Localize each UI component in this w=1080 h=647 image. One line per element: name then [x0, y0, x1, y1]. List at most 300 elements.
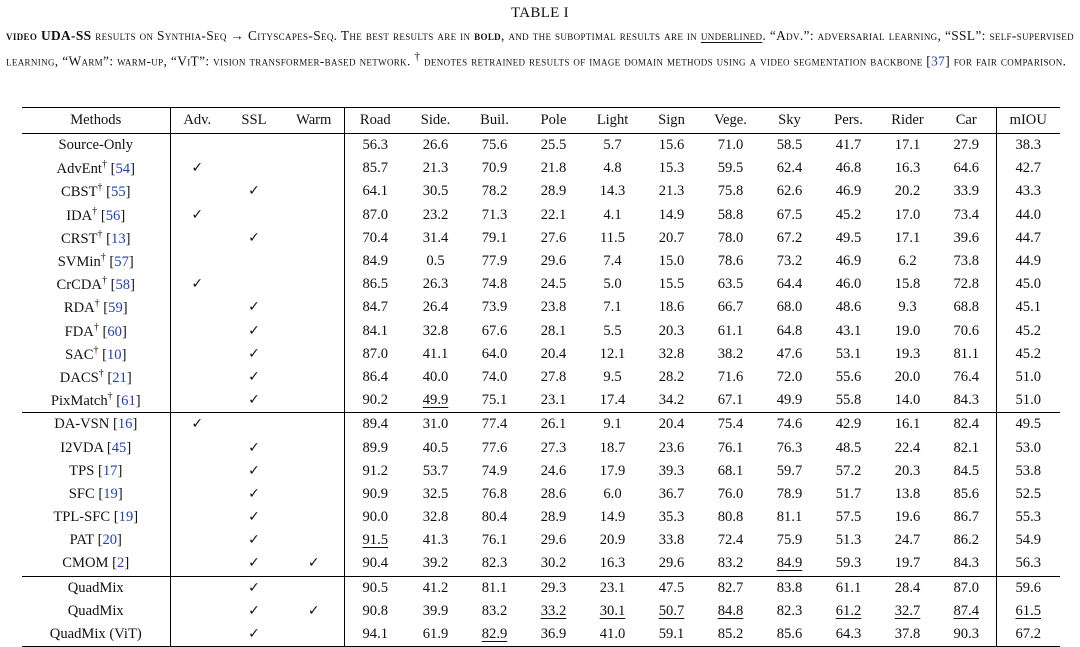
- caption-part4: . “Adv.”: adversarial learning, “SSL”: self-supervised learning, “Warm”: warm-up, “ViT”: vision transformer-based network.: [6, 28, 1074, 68]
- class-score-cell: [878, 343, 937, 366]
- score-value: 41.2: [422, 579, 449, 596]
- citation-link[interactable]: 13: [111, 230, 126, 247]
- class-score-cell: [642, 529, 701, 552]
- score-value: 59.5: [717, 160, 744, 177]
- score-value: 21.3: [422, 160, 449, 177]
- class-score-cell: [642, 623, 701, 647]
- class-score-cell: [406, 273, 465, 296]
- class-score-cell: [701, 180, 760, 203]
- warm-flag-cell: [284, 227, 344, 250]
- score-value: 89.4: [362, 416, 389, 433]
- class-score-cell: [344, 134, 406, 158]
- score-value: 6.2: [898, 253, 917, 270]
- table-row: [22, 273, 1060, 296]
- score-value: 29.6: [540, 532, 567, 549]
- score-value: 45.2: [1015, 322, 1042, 339]
- checkmark-icon: ✓: [248, 299, 260, 316]
- class-score-cell: [642, 366, 701, 389]
- class-score-cell: [642, 460, 701, 483]
- score-value: 87.0: [362, 345, 389, 362]
- score-value: 37.8: [894, 626, 921, 643]
- miou-cell: [996, 623, 1060, 647]
- score-value: 46.0: [835, 276, 862, 293]
- checkmark-icon: ✓: [248, 392, 260, 409]
- miou-cell: [996, 529, 1060, 552]
- score-value: 61.5: [1015, 602, 1042, 619]
- retrained-dagger: †: [98, 367, 104, 379]
- table-row: [22, 227, 1060, 250]
- class-score-cell: [701, 204, 760, 227]
- class-score-cell: [760, 180, 819, 203]
- score-value: 45.1: [1015, 299, 1042, 316]
- miou-cell: [996, 413, 1060, 437]
- score-value: 33.8: [658, 532, 685, 549]
- class-score-cell: [878, 250, 937, 273]
- method-cell: [22, 600, 170, 623]
- citation-link[interactable]: 2: [117, 555, 125, 572]
- adv-flag-cell: [170, 552, 224, 576]
- class-score-cell: [465, 600, 524, 623]
- adv-flag-cell: [170, 227, 224, 250]
- score-value: 49.9: [776, 392, 803, 409]
- ssl-flag-cell: [224, 413, 284, 437]
- header-row: [22, 108, 1060, 134]
- score-value: 35.3: [658, 509, 685, 526]
- warm-flag-cell: [284, 389, 344, 413]
- score-value: 56.3: [1015, 555, 1042, 572]
- class-score-cell: [701, 250, 760, 273]
- score-value: 75.6: [481, 137, 508, 154]
- citation-link[interactable]: 60: [107, 323, 122, 340]
- table-row: [22, 204, 1060, 227]
- method-name: CBST: [61, 184, 98, 201]
- score-value: 23.1: [540, 392, 567, 409]
- citation-link[interactable]: 57: [114, 254, 129, 271]
- column-header-ssl: SSL: [241, 112, 267, 128]
- table-row: [22, 250, 1060, 273]
- class-score-cell: [465, 552, 524, 576]
- score-value: 36.9: [540, 626, 567, 643]
- class-score-cell: [344, 366, 406, 389]
- method-cell: I2VDA [45]: [22, 436, 170, 459]
- ssl-flag-cell: [224, 366, 284, 389]
- class-score-cell: [583, 460, 642, 483]
- adv-flag-cell: [170, 389, 224, 413]
- score-value: 54.9: [1015, 532, 1042, 549]
- class-score-cell: [819, 413, 878, 437]
- score-value: 86.2: [953, 532, 980, 549]
- class-score-cell: [465, 157, 524, 180]
- method-cell: PAT [20]: [22, 529, 170, 552]
- score-value: 64.3: [835, 626, 862, 643]
- adv-flag-cell: [170, 623, 224, 647]
- citation-link[interactable]: 20: [102, 532, 118, 549]
- checkmark-icon: ✓: [248, 485, 260, 502]
- warm-flag-cell: [284, 134, 344, 158]
- class-score-cell: [878, 157, 937, 180]
- ssl-flag-cell: [224, 134, 284, 158]
- class-score-cell: [344, 623, 406, 647]
- score-value: 61.2: [835, 602, 862, 619]
- class-score-cell: [344, 576, 406, 600]
- class-score-cell: [760, 366, 819, 389]
- class-score-cell: [583, 273, 642, 296]
- score-value: 74.8: [481, 276, 508, 293]
- checkmark-icon: ✓: [248, 368, 260, 385]
- citation-link[interactable]: 45: [111, 439, 127, 456]
- class-score-cell: [701, 157, 760, 180]
- class-score-cell: [465, 576, 524, 600]
- ssl-flag-cell: [224, 460, 284, 483]
- score-value: 29.3: [540, 579, 567, 596]
- method-cell: [22, 623, 170, 647]
- score-value: 62.4: [776, 160, 803, 177]
- score-value: 61.1: [835, 579, 862, 596]
- class-score-cell: [701, 506, 760, 529]
- class-score-cell: [819, 180, 878, 203]
- score-value: 89.9: [362, 439, 389, 456]
- class-score-cell: [344, 506, 406, 529]
- score-value: 5.5: [603, 322, 622, 339]
- score-value: 62.6: [776, 183, 803, 200]
- score-value: 68.8: [953, 299, 980, 316]
- method-cell: PixMatch† [61]: [22, 389, 170, 413]
- class-score-cell: [524, 576, 583, 600]
- class-score-cell: [819, 460, 878, 483]
- citation-link[interactable]: 54: [115, 161, 131, 178]
- method-cell: CBST† [55]: [22, 180, 170, 203]
- score-value: 20.0: [894, 368, 921, 385]
- class-score-cell: [937, 552, 996, 576]
- method-name: PAT: [69, 532, 94, 549]
- warm-flag-cell: [284, 413, 344, 437]
- class-score-cell: [937, 413, 996, 437]
- citation-link[interactable]: 55: [111, 184, 126, 201]
- class-score-cell: [524, 436, 583, 459]
- column-header-side: Side.: [420, 112, 451, 128]
- miou-cell: [996, 389, 1060, 413]
- class-score-cell: [878, 529, 937, 552]
- table-row: [22, 506, 1060, 529]
- score-value: 78.9: [776, 485, 803, 502]
- class-score-cell: [760, 157, 819, 180]
- table-row: [22, 320, 1060, 343]
- class-score-cell: [465, 623, 524, 647]
- adv-flag-cell: [170, 320, 224, 343]
- citation-link[interactable]: 16: [117, 416, 133, 433]
- score-value: 77.6: [481, 439, 508, 456]
- class-score-cell: [583, 623, 642, 647]
- citation-link[interactable]: 21: [112, 369, 127, 386]
- score-value: 47.6: [776, 345, 803, 362]
- score-value: 70.9: [481, 160, 508, 177]
- caption-part1: video UDA-SS: [6, 28, 92, 43]
- class-score-cell: [760, 576, 819, 600]
- caption-citation-link[interactable]: 37: [931, 52, 946, 68]
- checkmark-icon: ✓: [248, 462, 260, 479]
- class-score-cell: [701, 600, 760, 623]
- score-value: 49.9: [422, 392, 449, 409]
- checkmark-icon: ✓: [191, 206, 204, 223]
- column-header-rider: Rider: [891, 112, 924, 128]
- class-score-cell: [701, 320, 760, 343]
- class-score-cell: [344, 296, 406, 319]
- score-value: 94.1: [362, 626, 389, 643]
- adv-flag-cell: [170, 180, 224, 203]
- ssl-flag-cell: [224, 157, 284, 180]
- ssl-flag-cell: [224, 343, 284, 366]
- column-header-miou: mIOU: [1009, 112, 1047, 128]
- score-value: 64.6: [953, 160, 980, 177]
- class-score-cell: [760, 389, 819, 413]
- class-score-cell: [344, 320, 406, 343]
- score-value: 44.9: [1015, 253, 1042, 270]
- score-value: 52.5: [1015, 485, 1042, 502]
- score-value: 84.8: [717, 602, 744, 619]
- score-value: 31.0: [422, 416, 449, 433]
- score-value: 57.2: [835, 462, 862, 479]
- score-value: 29.6: [540, 253, 567, 270]
- class-score-cell: [524, 157, 583, 180]
- ssl-flag-cell: [224, 227, 284, 250]
- table-row: [22, 436, 1060, 459]
- class-score-cell: [819, 366, 878, 389]
- method-cell: FDA† [60]: [22, 320, 170, 343]
- class-score-cell: [760, 296, 819, 319]
- retrained-dagger: †: [101, 159, 107, 171]
- class-score-cell: [878, 296, 937, 319]
- class-score-cell: [465, 296, 524, 319]
- warm-flag-cell: [284, 157, 344, 180]
- score-value: 85.2: [717, 626, 744, 643]
- class-score-cell: [642, 436, 701, 459]
- score-value: 41.3: [422, 532, 449, 549]
- class-score-cell: [344, 483, 406, 506]
- score-value: 17.4: [599, 392, 626, 409]
- checkmark-icon: ✓: [248, 579, 260, 596]
- checkmark-icon: ✓: [307, 602, 320, 619]
- class-score-cell: [937, 529, 996, 552]
- score-value: 82.4: [953, 416, 980, 433]
- score-value: 82.1: [953, 439, 980, 456]
- miou-cell: [996, 600, 1060, 623]
- class-score-cell: [819, 576, 878, 600]
- citation-link[interactable]: 17: [102, 462, 118, 479]
- score-value: 33.9: [953, 183, 980, 200]
- retrained-dagger: †: [92, 205, 98, 217]
- method-name: CRST: [61, 230, 98, 247]
- score-value: 20.3: [894, 462, 921, 479]
- citation-link[interactable]: 56: [105, 207, 121, 224]
- class-score-cell: [819, 552, 878, 576]
- checkmark-icon: ✓: [248, 626, 260, 643]
- class-score-cell: [524, 529, 583, 552]
- class-score-cell: [524, 227, 583, 250]
- class-score-cell: [406, 343, 465, 366]
- class-score-cell: [524, 506, 583, 529]
- score-value: 0.5: [426, 253, 445, 270]
- score-value: 51.3: [835, 532, 862, 549]
- score-value: 46.9: [835, 183, 862, 200]
- retrained-dagger: †: [101, 275, 107, 287]
- class-score-cell: [642, 227, 701, 250]
- class-score-cell: [524, 366, 583, 389]
- class-score-cell: [524, 552, 583, 576]
- adv-flag-cell: [170, 250, 224, 273]
- class-score-cell: [878, 552, 937, 576]
- citation-link[interactable]: 10: [106, 346, 122, 363]
- retrained-dagger: †: [93, 344, 99, 356]
- warm-flag-cell: [284, 460, 344, 483]
- class-score-cell: [406, 529, 465, 552]
- adv-flag-cell: [170, 460, 224, 483]
- score-value: 32.7: [894, 602, 921, 619]
- class-score-cell: [406, 600, 465, 623]
- class-score-cell: [524, 273, 583, 296]
- score-value: 24.5: [540, 276, 567, 293]
- score-value: 63.5: [717, 276, 744, 293]
- citation-link[interactable]: 19: [103, 485, 118, 502]
- warm-flag-cell: [284, 436, 344, 459]
- score-value: 24.6: [540, 462, 567, 479]
- ssl-flag-cell: [224, 273, 284, 296]
- method-cell: RDA† [59]: [22, 296, 170, 319]
- class-score-cell: [406, 204, 465, 227]
- score-value: 26.4: [422, 299, 449, 316]
- class-score-cell: [583, 506, 642, 529]
- class-score-cell: [819, 600, 878, 623]
- class-score-cell: [701, 576, 760, 600]
- class-score-cell: [701, 296, 760, 319]
- adv-flag-cell: [170, 366, 224, 389]
- class-score-cell: [406, 413, 465, 437]
- citation-link[interactable]: 58: [115, 277, 131, 294]
- ssl-flag-cell: [224, 600, 284, 623]
- class-score-cell: [642, 552, 701, 576]
- score-value: 30.1: [599, 602, 626, 619]
- method-name: SFC: [68, 485, 95, 502]
- score-value: 46.8: [835, 160, 862, 177]
- score-value: 67.2: [776, 229, 803, 246]
- score-value: 27.3: [540, 439, 567, 456]
- class-score-cell: [465, 343, 524, 366]
- score-value: 74.0: [481, 368, 508, 385]
- class-score-cell: [524, 320, 583, 343]
- score-value: 18.7: [599, 439, 626, 456]
- score-value: 51.0: [1015, 368, 1042, 385]
- score-value: 76.1: [717, 439, 744, 456]
- score-value: 19.3: [894, 345, 921, 362]
- score-value: 68.1: [717, 462, 744, 479]
- score-value: 28.6: [540, 485, 567, 502]
- class-score-cell: [819, 273, 878, 296]
- score-value: 41.1: [422, 345, 449, 362]
- score-value: 39.6: [953, 229, 980, 246]
- score-value: 86.4: [362, 368, 389, 385]
- class-score-cell: [878, 134, 937, 158]
- score-value: 39.9: [422, 602, 449, 619]
- table-row: [22, 483, 1060, 506]
- ssl-flag-cell: [224, 506, 284, 529]
- score-value: 27.9: [953, 137, 980, 154]
- score-value: 67.1: [717, 392, 744, 409]
- class-score-cell: [701, 623, 760, 647]
- class-score-cell: [344, 250, 406, 273]
- score-value: 84.3: [953, 392, 980, 409]
- warm-flag-cell: [284, 529, 344, 552]
- class-score-cell: [524, 483, 583, 506]
- score-value: 29.6: [658, 555, 685, 572]
- citation-link[interactable]: 61: [121, 393, 136, 410]
- adv-flag-cell: [170, 506, 224, 529]
- score-value: 36.7: [658, 485, 685, 502]
- table-body: [22, 134, 1060, 647]
- score-value: 44.0: [1015, 206, 1042, 223]
- score-value: 90.8: [362, 602, 389, 619]
- table-header: [22, 108, 1060, 134]
- class-score-cell: [937, 343, 996, 366]
- checkmark-icon: ✓: [191, 276, 204, 293]
- miou-cell: [996, 273, 1060, 296]
- class-score-cell: [406, 296, 465, 319]
- citation-link[interactable]: 59: [108, 300, 123, 317]
- class-score-cell: [583, 157, 642, 180]
- score-value: 40.0: [422, 368, 449, 385]
- score-value: 61.9: [422, 626, 449, 643]
- score-value: 82.9: [481, 626, 508, 643]
- table-row: [22, 413, 1060, 437]
- class-score-cell: [524, 204, 583, 227]
- table-row: [22, 134, 1060, 158]
- class-score-cell: [524, 623, 583, 647]
- score-value: 82.3: [776, 602, 803, 619]
- score-value: 4.8: [603, 160, 622, 177]
- class-score-cell: [642, 204, 701, 227]
- score-value: 20.4: [658, 416, 685, 433]
- class-score-cell: [642, 576, 701, 600]
- score-value: 75.4: [717, 416, 744, 433]
- score-value: 41.0: [599, 626, 626, 643]
- class-score-cell: [760, 320, 819, 343]
- class-score-cell: [642, 343, 701, 366]
- warm-flag-cell: [284, 600, 344, 623]
- score-value: 90.2: [362, 392, 389, 409]
- retrained-dagger: †: [107, 391, 113, 403]
- citation-link[interactable]: 19: [118, 509, 134, 526]
- score-value: 53.0: [1015, 439, 1042, 456]
- class-score-cell: [344, 204, 406, 227]
- score-value: 23.2: [422, 206, 449, 223]
- score-value: 9.1: [603, 416, 622, 433]
- score-value: 20.9: [599, 532, 626, 549]
- score-value: 9.5: [603, 368, 622, 385]
- class-score-cell: [937, 273, 996, 296]
- class-score-cell: [819, 623, 878, 647]
- class-score-cell: [760, 343, 819, 366]
- class-score-cell: [344, 552, 406, 576]
- warm-flag-cell: [284, 296, 344, 319]
- class-score-cell: [937, 250, 996, 273]
- class-score-cell: [819, 250, 878, 273]
- class-score-cell: [465, 506, 524, 529]
- miou-cell: [996, 180, 1060, 203]
- score-value: 45.2: [1015, 345, 1042, 362]
- method-name: QuadMix (ViT): [49, 626, 142, 643]
- class-score-cell: [937, 296, 996, 319]
- score-value: 81.1: [953, 345, 980, 362]
- adv-flag-cell: [170, 273, 224, 296]
- class-score-cell: [406, 389, 465, 413]
